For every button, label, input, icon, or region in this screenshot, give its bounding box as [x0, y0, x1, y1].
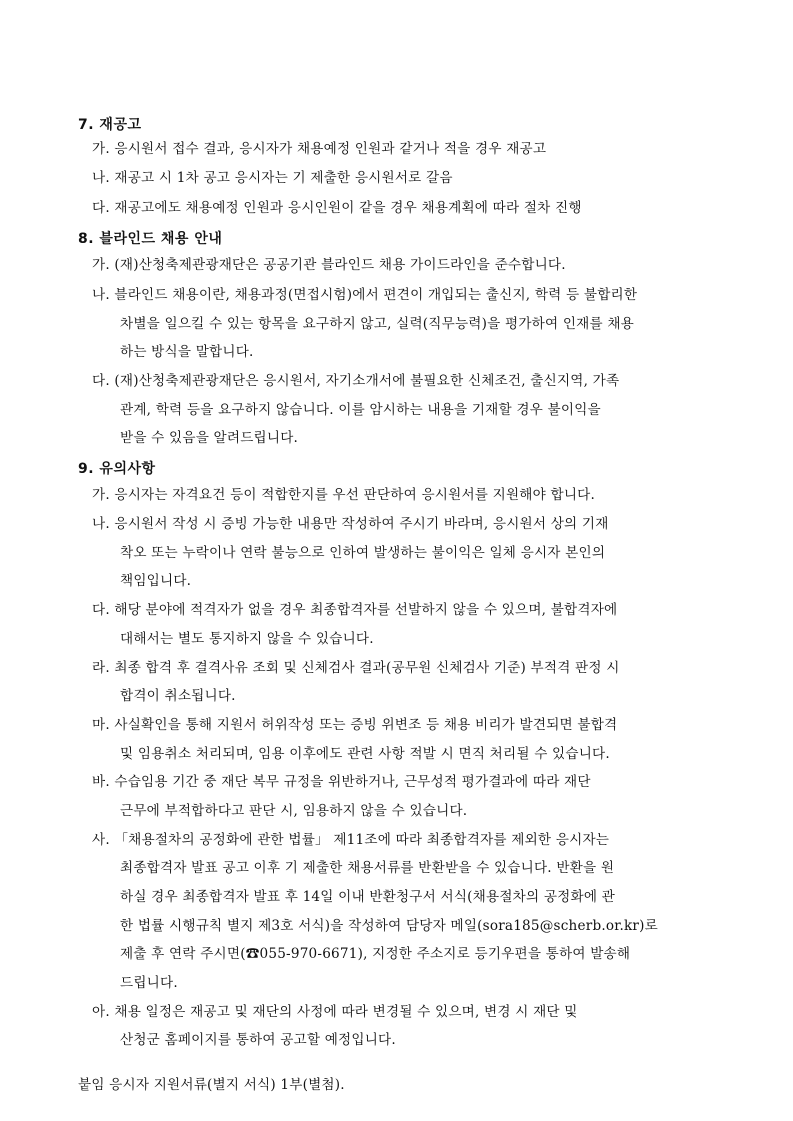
section-title-8: 8. 블라인드 채용 안내	[78, 231, 223, 247]
list-item-line: 가. (재)산청축제관광재단은 공공기관 블라인드 채용 가이드라인을 준수합니다.	[92, 257, 566, 273]
list-item-line: 근무에 부적합하다고 판단 시, 임용하지 않을 수 있습니다.	[120, 803, 468, 819]
list-item-line: 마. 사실확인을 통해 지원서 허위작성 또는 증빙 위변조 등 채용 비리가 발견되면 불합격	[92, 717, 618, 733]
list-item-line: 다. 재공고에도 채용예정 인원과 응시인원이 같을 경우 채용계획에 따라 절차 진행	[92, 200, 582, 216]
list-item-line: 다. (재)산청축제관광재단은 응시원서, 자기소개서에 불필요한 신체조건, 출신지역, 가족	[92, 373, 620, 389]
list-item-line: 관계, 학력 등을 요구하지 않습니다. 이를 암시하는 내용을 기재할 경우 불이익을	[120, 402, 601, 418]
list-item-line: 바. 수습임용 기간 중 재단 복무 규정을 위반하거나, 근무성적 평가결과에 따라 재단	[92, 774, 591, 790]
section-title-9: 9. 유의사항	[78, 461, 156, 477]
list-item-line: 나. 블라인드 채용이란, 채용과정(면접시험)에서 편견이 개입되는 출신지, 학력 등 불합리한	[92, 287, 638, 303]
list-item-line: 산청군 홈페이지를 통하여 공고할 예정입니다.	[120, 1032, 396, 1048]
list-item-line: 차별을 일으킬 수 있는 항목을 요구하지 않고, 실력(직무능력)을 평가하여 인재를 채용	[120, 316, 635, 332]
list-item-line: 하실 경우 최종합격자 발표 후 14일 이내 반환청구서 서식(채용절차의 공정화에 관	[120, 889, 616, 905]
list-item-line: 라. 최종 합격 후 결격사유 조회 및 신체검사 결과(공무원 신체검사 기준) 부적격 판정 시	[92, 660, 620, 676]
list-item-line: 최종합격자 발표 공고 이후 기 제출한 채용서류를 반환받을 수 있습니다. 반환을 원	[120, 860, 615, 876]
attachment-note: 붙임 응시자 지원서류(별지 서식) 1부(별첨).	[78, 1077, 345, 1093]
list-item-line: 받을 수 있음을 알려드립니다.	[120, 430, 299, 446]
list-item-line: 드립니다.	[120, 975, 178, 991]
list-item-line: 대해서는 별도 통지하지 않을 수 있습니다.	[120, 631, 374, 647]
list-item-line: 아. 채용 일정은 재공고 및 재단의 사정에 따라 변경될 수 있으며, 변경 시 재단 및	[92, 1004, 578, 1020]
list-item-line: 제출 후 연락 주시면(☎055-970-6671), 지정한 주소지로 등기우편을 통하여 발송해	[120, 946, 631, 962]
list-item-line: 및 임용취소 처리되며, 임용 이후에도 관련 사항 적발 시 면직 처리될 수 있습니다.	[120, 746, 610, 762]
list-item-line: 다. 해당 분야에 적격자가 없을 경우 최종합격자를 선발하지 않을 수 있으며, 불합격자에	[92, 602, 618, 618]
list-item-line: 한 법률 시행규칙 별지 제3호 서식)을 작성하여 담당자 메일(sora185@scherb.or.kr)로	[120, 918, 658, 934]
list-item-line: 가. 응시원서 접수 결과, 응시자가 채용예정 인원과 같거나 적을 경우 재공고	[92, 141, 547, 157]
list-item-line: 책임입니다.	[120, 573, 192, 589]
list-item-line: 합격이 취소됩니다.	[120, 688, 236, 704]
list-item-line: 하는 방식을 말합니다.	[120, 344, 254, 360]
list-item-line: 나. 재공고 시 1차 공고 응시자는 기 제출한 응시원서로 갈음	[92, 170, 453, 186]
section-title-7: 7. 재공고	[78, 117, 142, 133]
list-item-line: 가. 응시자는 자격요건 등이 적합한지를 우선 판단하여 응시원서를 지원해야 합니다.	[92, 487, 596, 503]
list-item-line: 나. 응시원서 작성 시 증빙 가능한 내용만 작성하여 주시기 바라며, 응시원서 상의 기재	[92, 516, 609, 532]
list-item-line: 착오 또는 누락이나 연락 불능으로 인하여 발생하는 불이익은 일체 응시자 본인의	[120, 545, 606, 561]
list-item-line: 사. 「채용절차의 공정화에 관한 법률」 제11조에 따라 최종합격자를 제외한 응시자는	[92, 832, 610, 848]
